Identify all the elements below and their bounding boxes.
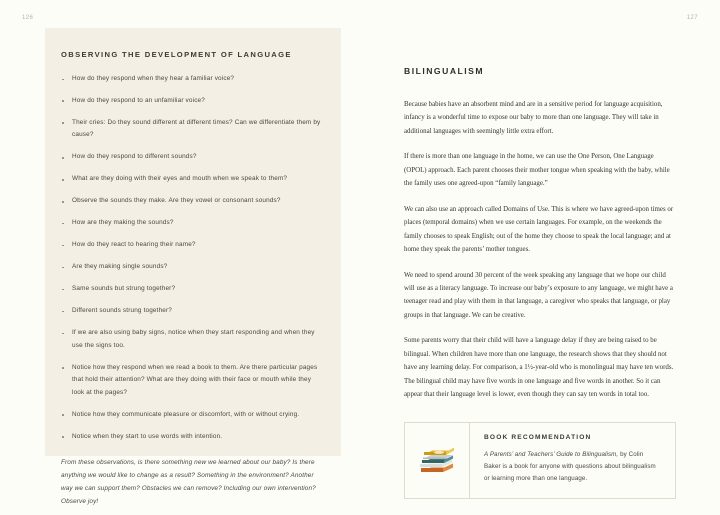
list-item: Notice how they communicate pleasure or discomfort, with or without crying.: [61, 409, 323, 421]
list-item: How are they making the sounds?: [61, 217, 323, 229]
book-recommendation-box: [404, 422, 676, 499]
list-item: How do they respond to different sounds?: [61, 151, 323, 163]
body-paragraph: If there is more than one language in the home, we can use the One Person, One Language (OPOL) approach. Each parent chooses their mother tongue when speaking with the baby, while the family uses one agreed-upon “family language.”: [404, 153, 670, 188]
observation-panel-outro: From these observations, is there something new we learned about our baby? Is there anything we would like to change as a result? Something in the environment? Another way we can support them? Obstacles we can remove? Including our own intervention? Observe joy!: [61, 459, 316, 505]
list-item: Different sounds strung together?: [61, 305, 323, 317]
list-item: Notice how they respond when we read a book to them. Are there particular pages that hold their attention? What are they doing with their face or mouth while they look at the pages?: [61, 362, 323, 399]
body-paragraph: Because babies have an absorbent mind and are in a sensitive period for language acquisition, infancy is a wonderful time to expose our baby to more than one language. They will take in additional languages with seemingly little extra effort.: [404, 101, 663, 135]
book-recommendation-body: [484, 449, 661, 486]
list-item: How do they react to hearing their name?: [61, 239, 323, 251]
observation-panel-title: OBSERVING THE DEVELOPMENT OF LANGUAGE: [61, 50, 292, 59]
book-recommendation-title: BOOK RECOMMENDATION: [484, 433, 592, 441]
body-paragraph: We can also use an approach called Domains of Use. This is where we have agreed-upon times or places (temporal domains) when we use certain languages. For example, on the weekends the family chooses to speak English; out of the home they choose to speak the local language; and at home they speak the parents’ mother tongues.: [404, 205, 674, 254]
list-item: If we are also using baby signs, notice when they start responding and when they use the signs too.: [61, 327, 323, 352]
list-item: Notice when they start to use words with intention.: [61, 431, 323, 443]
list-item: Observe the sounds they make. Are they vowel or consonant sounds?: [61, 195, 323, 207]
list-item: What are they doing with their eyes and mouth when we speak to them?: [61, 173, 323, 185]
book-recommendation-text: [470, 423, 675, 498]
page-title: BILINGUALISM: [404, 66, 485, 76]
page-number-left: 126: [22, 15, 34, 21]
book-icon-cell: [405, 423, 470, 498]
right-page-content: [404, 28, 676, 499]
body-paragraph: We need to spend around 30 percent of the week speaking any language that we hope our child will use as a literacy language. To increase our baby’s exposure to any language, we might have a teenager read and play with them in that language, a caregiver who speaks that language, or play groups in that language. We can be creative.: [404, 271, 673, 319]
list-item: Are they making single sounds?: [61, 261, 323, 273]
list-item: How do they respond to an unfamiliar voice?: [61, 95, 323, 107]
list-item: Same sounds but strung together?: [61, 283, 323, 295]
recommended-book-description: by Colin Baker is a book for anyone with questions about bilingualism or learning more than one language.: [484, 450, 656, 483]
observation-bullet-list: [61, 73, 323, 443]
observation-panel-content: [61, 50, 323, 515]
page-number-right: 127: [686, 15, 698, 21]
stacked-books-icon: [417, 442, 457, 478]
list-item: Their cries: Do they sound different at different times? Can we differentiate them by cause?: [61, 117, 323, 142]
observation-panel: [45, 28, 341, 505]
list-item: How do they respond when they hear a familiar voice?: [61, 73, 323, 85]
recommended-book-title: A Parents’ and Teachers’ Guide to Bilingualism,: [484, 450, 619, 458]
body-paragraph: Some parents worry that their child will have a language delay if they are being raised to be bilingual. When children have more than one language, the research shows that they should not have any learning delay. For comparison, a 1½-year-old who is monolingual may have ten words. The bilingual child may have five words in one language and five words in another. So it can appear that their language level is lower, even though they can say ten words in total too.: [404, 337, 674, 399]
